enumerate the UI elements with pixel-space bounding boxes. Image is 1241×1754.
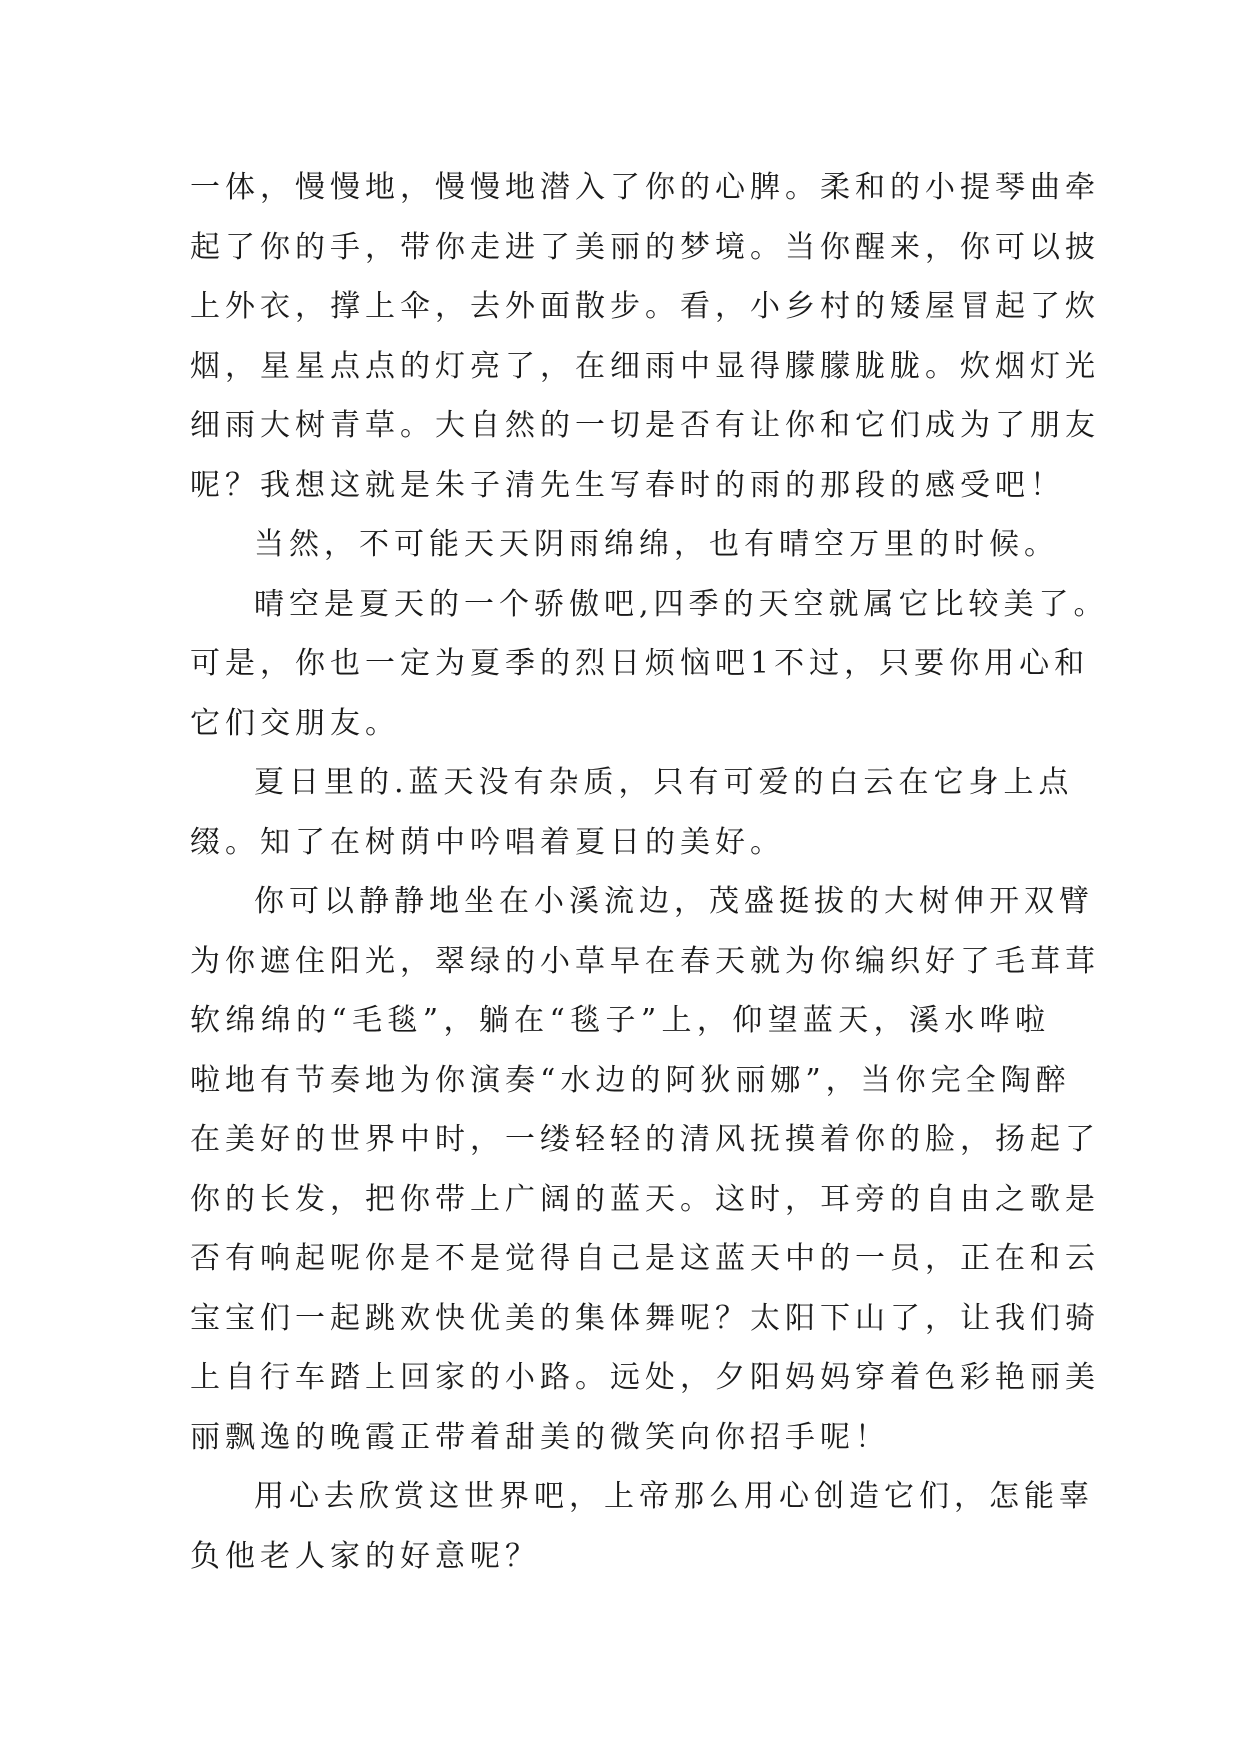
text-line: 细雨大树青草。大自然的一切是否有让你和它们成为了朋友 [190,408,1100,443]
text-line: 当然，不可能天天阴雨绵绵，也有晴空万里的时候。 [254,527,1059,562]
text-line: 丽飘逸的晚霞正带着甜美的微笑向你招手呢！ [190,1419,890,1455]
text-line: 软绵绵的“毛毯”，躺在“毯子”上，仰望蓝天，溪水哗啦 [190,1003,1050,1038]
text-line: 在美好的世界中时，一缕轻轻的清风抚摸着你的脸，扬起了 [190,1122,1100,1157]
text-line: 负他老人家的好意呢？ [190,1538,540,1574]
text-line: 晴空是夏天的一个骄傲吧,四季的天空就属它比较美了。 [254,586,1109,622]
text-line: 上自行车踏上回家的小路。远处，夕阳妈妈穿着色彩艳丽美 [190,1360,1100,1395]
text-line: 一体，慢慢地，慢慢地潜入了你的心脾。柔和的小提琴曲牵 [190,170,1100,205]
text-line: 烟，星星点点的灯亮了，在细雨中显得朦朦胧胧。炊烟灯光 [190,348,1100,384]
text-line: 宝宝们一起跳欢快优美的集体舞呢？太阳下山了，让我们骑 [190,1300,1100,1336]
text-line: 它们交朋友。 [190,705,400,741]
text-line: 你可以静静地坐在小溪流边，茂盛挺拔的大树伸开双臂 [254,884,1094,919]
text-line: 你的长发，把你带上广阔的蓝天。这时，耳旁的自由之歌是 [190,1181,1100,1217]
body-text [190,158,1109,1586]
text-line: 上外衣，撑上伞，去外面散步。看，小乡村的矮屋冒起了炊 [190,289,1100,324]
text-line: 为你遮住阳光，翠绿的小草早在春天就为你编织好了毛茸茸 [190,943,1100,979]
text-line: 起了你的手，带你走进了美丽的梦境。当你醒来，你可以披 [190,229,1100,265]
text-line: 呢？我想这就是朱子清先生写春时的雨的那段的感受吧！ [190,467,1065,503]
text-line: 否有响起呢你是不是觉得自己是这蓝天中的一员，正在和云 [190,1241,1100,1276]
text-line: 用心去欣赏这世界吧，上帝那么用心创造它们，怎能辜 [254,1479,1094,1514]
text-line: 可是，你也一定为夏季的烈日烦恼吧1不过，只要你用心和 [190,646,1090,681]
text-line: 啦地有节奏地为你演奏“水边的阿狄丽娜”，当你完全陶醉 [190,1062,1071,1098]
text-line: 缀。知了在树荫中吟唱着夏日的美好。 [190,824,785,860]
text-line: 夏日里的.蓝天没有杂质，只有可爱的白云在它身上点 [254,765,1074,800]
